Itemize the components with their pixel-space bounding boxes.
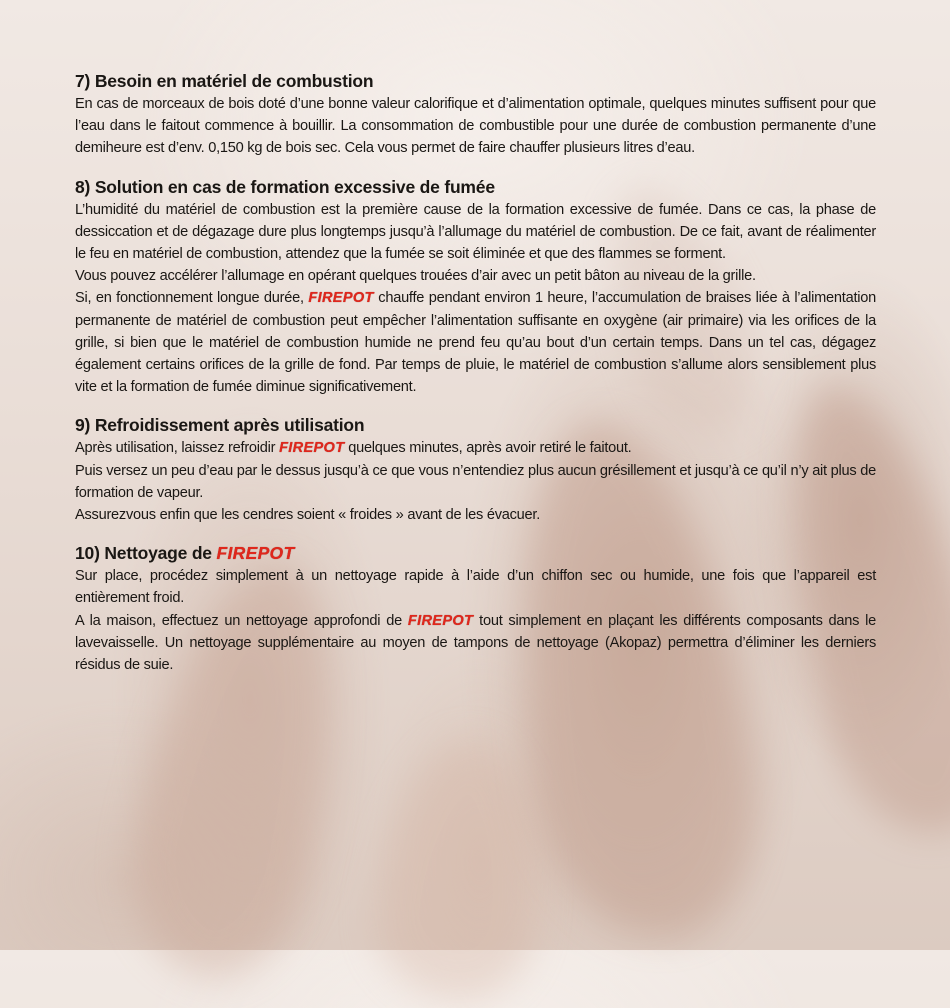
section-heading-text: 10) Nettoyage de [75, 543, 217, 564]
brand-logo-firepot: FIREPOT [308, 290, 374, 307]
paragraph: En cas de morceaux de bois doté d’une bonne valeur calorifique et d’alimentation optimale, quelques minutes suffisent pour que l’eau dans le faitout commence à bouillir. La consommation de combustible pour une durée de combustion permanente d’une demiheure est d’env. 0,150 kg de bois sec. Cela vous permet de faire chauffer plusieurs litres d’eau. [75, 96, 876, 157]
paragraph: L’humidité du matériel de combustion est la première cause de la formation excessive de fumée. Dans ce cas, la phase de dessiccation et de dégazage dure plus longtemps jusqu’à l’allumage du matériel de combustion. De ce fait, avant de réalimenter le feu en matériel de combustion, attendez que la fumée se soit éliminée et que des flammes se forment. [75, 201, 876, 263]
brand-logo-firepot: FIREPOT [407, 612, 474, 629]
paragraph: Assurezvous enfin que les cendres soient « froides » avant de les évacuer. [75, 507, 541, 524]
paragraph-text: chauffe pendant environ 1 heure, l’accumulation de braises liée à l’alimentation permanente de matériel de combustion peut empêcher l’alimentation suffisante en oxygène (air primaire) via les orifices de la grille, si bien que le matériel de combustion humide ne prend feu qu’au bout d’un certain temps. Dans un tel cas, dégagez également certains orifices de la grille de fond. Par temps de pluie, le matériel de combustion s’allume alors sensiblement plus vite et la formation de fumée diminue significativement. [75, 290, 876, 396]
section-heading: 7) Besoin en matériel de combustion [75, 71, 374, 91]
section-heading: 9) Refroidissement après utilisation [75, 415, 365, 436]
paragraph [75, 610, 876, 677]
paragraph-text: Après utilisation, laissez refroidir [75, 440, 280, 457]
paragraph [75, 287, 876, 398]
paragraph: Sur place, procédez simplement à un nettoyage rapide à l’aide d’un chiffon sec ou humide, une fois que l’appareil est entièrement froid. [75, 568, 876, 607]
section-body [75, 199, 876, 399]
brand-logo-firepot: FIREPOT [216, 543, 295, 564]
paragraph-text: Si, en fonctionnement longue durée, [75, 290, 309, 307]
section-body [75, 93, 876, 160]
paragraph: Puis versez un peu d’eau par le dessus jusqu’à ce que vous n’entendiez plus aucun grésillement et jusqu’à ce qu’il n’y ait plus de formation de vapeur. [75, 462, 876, 501]
paragraph-text: tout simplement en plaçant les différents composants dans le lavevaisselle. Un nettoyage supplémentaire au moyen de tampons de nettoyage (Akopaz) permettra d’éliminer les derniers résidus de suie. [75, 612, 876, 674]
manual-page-content [75, 70, 876, 692]
section-body [75, 437, 876, 526]
section-excessive-smoke [75, 176, 876, 399]
paragraph: Vous pouvez accélérer l’allumage en opérant quelques trouées d’air avec un petit bâton au niveau de la grille. [75, 268, 756, 285]
section-combustion-material [75, 70, 876, 160]
brand-logo-firepot: FIREPOT [279, 440, 345, 457]
section-heading [75, 542, 876, 565]
paragraph [75, 437, 876, 459]
section-heading: 8) Solution en cas de formation excessive de fumée [75, 176, 495, 197]
section-body [75, 565, 876, 676]
paragraph-text: quelques minutes, après avoir retiré le faitout. [344, 440, 632, 457]
paragraph-text: A la maison, effectuez un nettoyage approfondi de [75, 612, 408, 629]
section-cleaning [75, 542, 876, 676]
flame-background-shape [367, 732, 553, 1007]
section-cooling-after-use [75, 414, 876, 526]
